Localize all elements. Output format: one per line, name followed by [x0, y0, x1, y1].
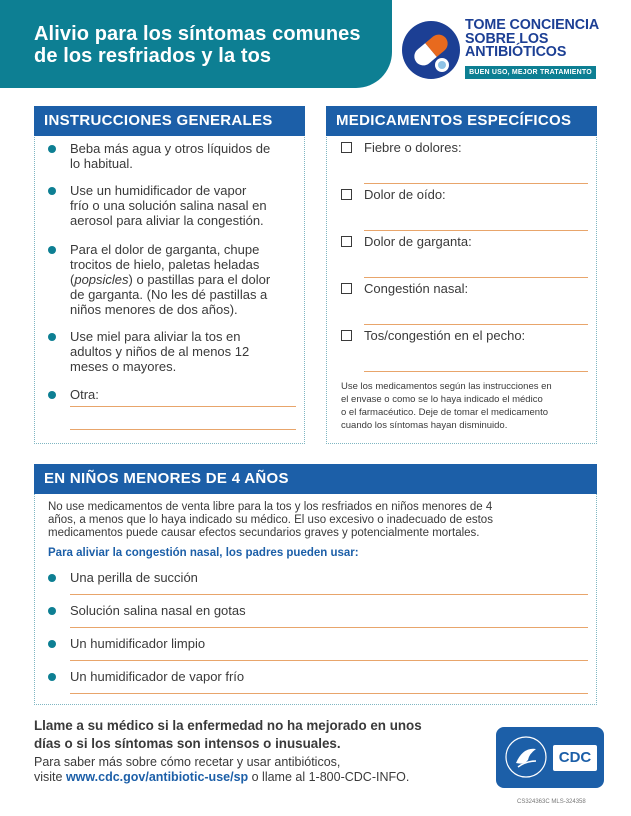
- bullet-icon: [48, 640, 56, 648]
- logo-line: TOME CONCIENCIA: [465, 17, 600, 33]
- medicine-note: [341, 380, 591, 432]
- page-title: [34, 23, 384, 67]
- logo-line: ANTIBIÓTICOS: [465, 44, 567, 60]
- title-line: Alivio para los síntomas comunes: [34, 23, 361, 45]
- text-line: [34, 770, 484, 785]
- logo-line: SOBRE LOS: [465, 30, 549, 47]
- document-code: CS324363C MLS-324358: [517, 799, 586, 805]
- text-line: lo habitual.: [70, 156, 133, 171]
- text-line: Para el dolor de garganta, chupe: [70, 242, 260, 257]
- earache-checkbox[interactable]: [341, 189, 352, 200]
- bullet-icon: [48, 574, 56, 582]
- title-line: de los resfriados y la tos: [34, 45, 272, 67]
- text-line: medicamentos puede causar efectos secundarios graves y potencialmente mortales.: [48, 527, 480, 539]
- text-line: adultos y niños de al menos 12: [70, 344, 250, 359]
- write-in-line[interactable]: [364, 277, 588, 278]
- text-line: trocitos de hielo, paletas heladas: [70, 257, 260, 272]
- write-in-line[interactable]: [364, 371, 588, 372]
- list-item: [70, 141, 300, 171]
- text-line: Use un humidificador de vapor: [70, 183, 247, 198]
- list-item: Un humidificador limpio: [70, 636, 206, 651]
- text-fragment: visite: [34, 770, 66, 784]
- children-warning: [48, 501, 593, 540]
- divider-line: [70, 693, 588, 694]
- list-item: [70, 329, 300, 374]
- text-fragment: o pastillas para el dolor: [136, 272, 271, 287]
- cdc-website-link[interactable]: www.cdc.gov/antibiotic-use/sp: [65, 770, 249, 784]
- bullet-icon: [48, 333, 56, 341]
- text-line: frío o una solución salina nasal en: [70, 198, 267, 213]
- specific-medicines-heading: MEDICAMENTOS ESPECÍFICOS: [326, 106, 597, 136]
- note-line: cuando los síntomas hayan disminuido.: [341, 420, 508, 431]
- nasal-congestion-checkbox[interactable]: [341, 283, 352, 294]
- checkbox-label: Congestión nasal:: [364, 281, 469, 296]
- text-line: de garganta. (No les dé pastillas a: [70, 287, 268, 302]
- text-line: meses o mayores.: [70, 359, 177, 374]
- list-item: [70, 183, 300, 228]
- bullet-icon: [48, 187, 56, 195]
- bullet-icon: [48, 607, 56, 615]
- text-line: aerosol para aliviar la congestión.: [70, 213, 264, 228]
- logo-wordmark: [465, 19, 599, 60]
- list-item: Solución salina nasal en gotas: [70, 603, 246, 618]
- divider-line: [70, 627, 588, 628]
- bullet-icon: [48, 673, 56, 681]
- text-line: (popsicles) o pastillas para el dolor: [70, 272, 271, 287]
- text-line: días o si los síntomas son intensos o inusuales.: [34, 736, 341, 751]
- text-line: Llame a su médico si la enfermedad no ha mejorado en unos: [34, 718, 422, 733]
- list-item: Una perilla de succión: [70, 570, 198, 585]
- write-in-line[interactable]: [364, 230, 588, 231]
- note-line: Use los medicamentos según las instrucciones en: [341, 381, 552, 392]
- general-instructions-heading: INSTRUCCIONES GENERALES: [34, 106, 305, 136]
- note-line: el envase o como se lo haya indicado el médico: [341, 394, 543, 405]
- logo-tagline: BUEN USO, MEJOR TRATAMIENTO: [465, 66, 596, 79]
- bullet-icon: [48, 145, 56, 153]
- antibiotic-capsule-icon: [402, 21, 460, 79]
- checkbox-label: Dolor de garganta:: [364, 234, 472, 249]
- list-item: Un humidificador de vapor frío: [70, 669, 245, 684]
- text-fragment: o llame al 1-800-CDC-INFO.: [248, 770, 410, 784]
- write-in-line[interactable]: [364, 324, 588, 325]
- write-in-line[interactable]: [70, 406, 296, 407]
- text-line: No use medicamentos de venta libre para la tos y los resfriados en niños menores de 4: [48, 501, 493, 513]
- bullet-icon: [48, 391, 56, 399]
- checkbox-label: Dolor de oído:: [364, 187, 446, 202]
- other-label: Otra:: [70, 387, 99, 402]
- cough-checkbox[interactable]: [341, 330, 352, 341]
- text-line: Beba más agua y otros líquidos de: [70, 141, 271, 156]
- list-item: [70, 242, 300, 317]
- text-line: Use miel para aliviar la tos en: [70, 329, 241, 344]
- text-line: Para saber más sobre cómo recetar y usar antibióticos,: [34, 755, 341, 769]
- write-in-line[interactable]: [364, 183, 588, 184]
- bullet-icon: [48, 246, 56, 254]
- children-subhead: Para aliviar la congestión nasal, los padres pueden usar:: [48, 547, 359, 559]
- italic-term: popsicles: [74, 272, 129, 287]
- sore-throat-checkbox[interactable]: [341, 236, 352, 247]
- note-line: o el farmacéutico. Deje de tomar el medicamento: [341, 407, 548, 418]
- text-line: años, a menos que lo haya indicado su médico. El uso excesivo o inadecuado de estos: [48, 514, 493, 526]
- more-info-text: [34, 755, 484, 785]
- antibiotic-awareness-logo: [402, 18, 606, 84]
- checkbox-label: Tos/congestión en el pecho:: [364, 328, 526, 343]
- children-heading: EN NIÑOS MENORES DE 4 AÑOS: [34, 464, 597, 494]
- write-in-line[interactable]: [70, 429, 296, 430]
- cdc-label: CDC: [553, 745, 597, 771]
- call-doctor-note: [34, 717, 474, 753]
- text-line: niños menores de dos años).: [70, 302, 238, 317]
- divider-line: [70, 594, 588, 595]
- fever-checkbox[interactable]: [341, 142, 352, 153]
- checkbox-label: Fiebre o dolores:: [364, 140, 462, 155]
- divider-line: [70, 660, 588, 661]
